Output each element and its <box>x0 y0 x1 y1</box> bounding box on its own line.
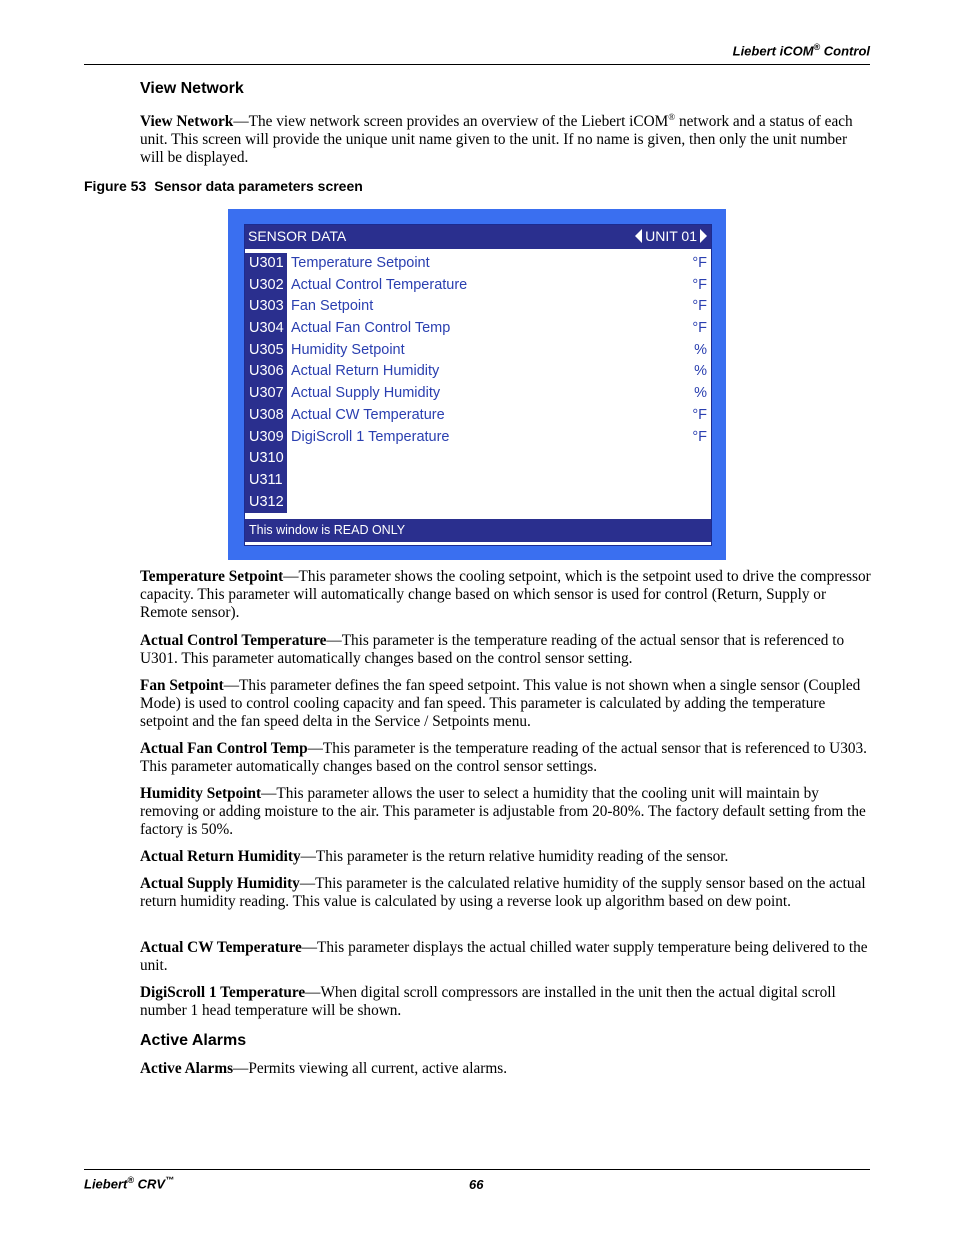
parameter-code: U306 <box>245 361 287 383</box>
paragraph-view-network: View Network—The view network screen provides an overview of the Liebert iCOM® network and a status of each unit. This screen will provide the unique unit name given to the unit. If no name is given, then only the unit number will be displayed. <box>140 112 853 167</box>
paragraph-temperature-setpoint: Temperature Setpoint—This parameter shows the cooling setpoint, which is the setpoint used to drive the compressor capacity. This parameter will automatically change based on which sensor is used for control (Return, Supply or Remote sensor). <box>140 568 871 621</box>
list-item[interactable] <box>245 275 711 297</box>
paragraph-actual-cw-temperature: Actual CW Temperature—This parameter displays the actual chilled water supply temperature being delivered to the unit. <box>140 939 868 974</box>
paragraph-actual-fan-control-temp: Actual Fan Control Temp—This parameter is the temperature reading of the actual sensor that is referenced to U303. This parameter automatically changes based on the control sensor settings. <box>140 740 867 775</box>
parameter-unit: °F <box>692 255 707 271</box>
screen-panel <box>244 224 712 546</box>
unit-label: UNIT 01 <box>645 228 697 244</box>
parameter-label: Actual Return Humidity <box>291 363 440 380</box>
section-heading-view-network: View Network <box>140 80 244 97</box>
paragraph-actual-return-humidity: Actual Return Humidity—This parameter is the return relative humidity reading of the sensor. <box>140 848 729 865</box>
running-header: Liebert iCOM® Control <box>732 42 870 59</box>
parameter-label: Humidity Setpoint <box>291 341 405 358</box>
list-item[interactable] <box>245 383 711 405</box>
paragraph-active-alarms: Active Alarms—Permits viewing all current, active alarms. <box>140 1060 508 1077</box>
parameter-unit: °F <box>692 406 707 423</box>
parameter-code: U305 <box>245 340 287 362</box>
parameter-code: U307 <box>245 383 287 405</box>
figure-caption: Figure 53 Sensor data parameters screen <box>84 178 363 194</box>
parameter-code: U303 <box>245 296 287 318</box>
unit-selector[interactable] <box>635 228 707 244</box>
parameter-code: U301 <box>245 253 287 275</box>
paragraph-actual-supply-humidity: Actual Supply Humidity—This parameter is the calculated relative humidity of the supply sensor based on the actual return humidity reading. This value is calculated by using a reverse look up algorithm based on dew point. <box>140 875 866 910</box>
section-heading-active-alarms: Active Alarms <box>140 1032 247 1049</box>
list-item[interactable] <box>245 470 711 492</box>
parameter-code: U302 <box>245 275 287 297</box>
screen-title: SENSOR DATA <box>248 228 347 244</box>
paragraph-fan-setpoint: Fan Setpoint—This parameter defines the fan speed setpoint. This value is not shown when a single sensor (Coupled Mode) is used to control cooling capacity and fan speed. This parameter is calculated by adding the temperature setpoint and the fan speed delta in the Service / Setpoints menu. <box>140 677 861 730</box>
paragraph-actual-control-temperature: Actual Control Temperature—This parameter is the temperature reading of the actual sensor that is referenced to U301. This parameter automatically changes based on the control sensor setting. <box>140 632 845 667</box>
list-item[interactable] <box>245 427 711 449</box>
parameter-label: DigiScroll 1 Temperature <box>291 428 450 445</box>
parameter-code: U308 <box>245 405 287 427</box>
parameter-list <box>245 253 711 513</box>
header-rule <box>84 64 870 65</box>
list-item[interactable] <box>245 340 711 362</box>
parameter-unit: % <box>694 341 707 358</box>
parameter-label: Actual Supply Humidity <box>291 385 441 402</box>
parameter-unit: °F <box>692 276 707 293</box>
footer-product: Liebert® CRV™ <box>84 1175 175 1192</box>
parameter-unit: % <box>694 363 707 380</box>
paragraph-humidity-setpoint: Humidity Setpoint—This parameter allows the user to select a humidity that the cooling unit will maintain by removing or adding moisture to the air. This parameter is adjustable from 20-80%. The factory default setting from the factory is 50%. <box>140 785 866 838</box>
parameter-label: Temperature Setpoint <box>291 255 430 271</box>
sensor-data-screen <box>228 209 726 560</box>
list-item[interactable] <box>245 448 711 470</box>
parameter-code: U310 <box>245 448 287 470</box>
screen-status-bar <box>245 519 711 542</box>
arrow-left-icon[interactable] <box>635 229 642 243</box>
parameter-unit: °F <box>692 298 707 315</box>
parameter-label: Actual CW Temperature <box>291 406 445 423</box>
parameter-label: Fan Setpoint <box>291 298 374 315</box>
parameter-unit: % <box>694 385 707 402</box>
screen-title-bar <box>245 225 711 249</box>
parameter-code: U304 <box>245 318 287 340</box>
parameter-unit: °F <box>692 428 707 445</box>
parameter-code: U309 <box>245 427 287 449</box>
parameter-label: Actual Fan Control Temp <box>291 320 451 337</box>
list-item[interactable] <box>245 492 711 514</box>
list-item[interactable] <box>245 253 711 275</box>
page-number: 66 <box>469 1177 484 1192</box>
list-item[interactable] <box>245 296 711 318</box>
list-item[interactable] <box>245 318 711 340</box>
parameter-code: U311 <box>245 470 287 492</box>
footer-rule <box>84 1169 870 1170</box>
arrow-right-icon[interactable] <box>700 229 707 243</box>
list-item[interactable] <box>245 405 711 427</box>
parameter-unit: °F <box>692 320 707 337</box>
read-only-notice: This window is READ ONLY <box>249 523 406 537</box>
parameter-label: Actual Control Temperature <box>291 276 468 293</box>
parameter-code: U312 <box>245 492 287 514</box>
paragraph-digiscroll-temperature: DigiScroll 1 Temperature—When digital scroll compressors are installed in the unit then the actual digital scroll number 1 head temperature will be shown. <box>140 984 836 1019</box>
list-item[interactable] <box>245 361 711 383</box>
